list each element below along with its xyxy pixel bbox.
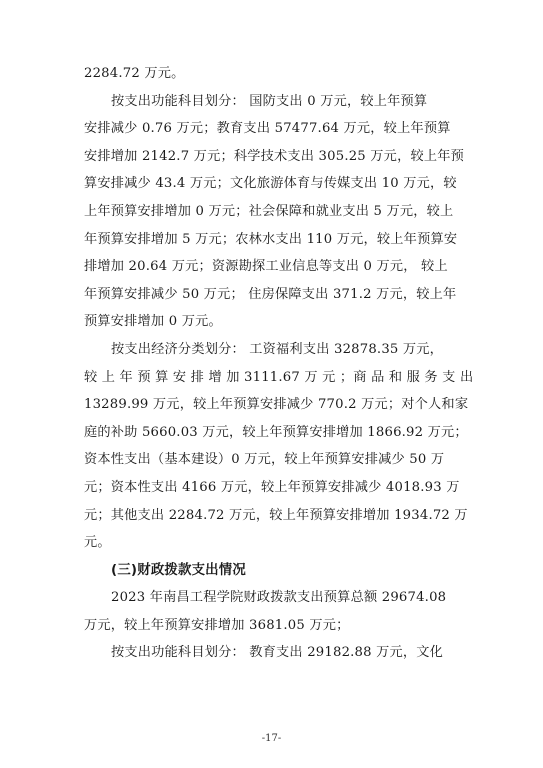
text-line: 较 上 年 预 算 安 排 增 加 3111.67 万 元 ；商 品 和 服 务 支 出 [84, 369, 474, 385]
text-line: 预算安排增加 0 万元。 [84, 314, 222, 330]
text-line: 上年预算安排增加 0 万元；社会保障和就业支出 5 万元，较上 [84, 203, 454, 219]
text-line: 按支出功能科目划分： 国防支出 0 万元，较上年预算 [111, 93, 428, 109]
text-line: 元。 [84, 535, 111, 551]
text-line: 2023 年南昌工程学院财政拨款支出预算总额 29674.08 [111, 590, 447, 606]
text-line: 安排增加 2142.7 万元；科学技术支出 305.25 万元，较上年预 [84, 148, 465, 164]
paragraph-block-2 [84, 584, 464, 667]
text-line: 万元，较上年预算安排增加 3681.05 万元； [84, 617, 350, 633]
text-line: 年预算安排减少 50 万元； 住房保障支出 371.2 万元，较上年 [84, 286, 457, 302]
text-line: 2284.72 万元。 [84, 66, 185, 81]
text-line: 13289.99 万元，较上年预算安排减少 770.2 万元；对个人和家 [84, 397, 469, 413]
section-heading: (三)财政拨款支出情况 [111, 562, 246, 578]
text-line: 按支出经济分类划分： 工资福利支出 32878.35 万元， [111, 341, 444, 357]
text-line: 算安排减少 43.4 万元；文化旅游体育与传媒支出 10 万元，较 [84, 176, 457, 192]
text-line: 按支出功能科目划分： 教育支出 29182.88 万元，文化 [111, 645, 444, 661]
text-line: 安排减少 0.76 万元；教育支出 57477.64 万元，较上年预算 [84, 121, 451, 137]
text-line: 资本性支出（基本建设）0 万元，较上年预算安排减少 50 万 [84, 452, 445, 468]
paragraph-block [84, 60, 474, 557]
text-line: 元；其他支出 2284.72 万元，较上年预算安排增加 1934.72 万 [84, 507, 468, 523]
text-line: 排增加 20.64 万元；资源勘探工业信息等支出 0 万元， 较上 [84, 259, 448, 275]
text-line: 年预算安排增加 5 万元；农林水支出 110 万元，较上年预算安 [84, 231, 458, 247]
text-line: 元；资本性支出 4166 万元，较上年预算安排减少 4018.93 万 [84, 479, 460, 495]
page-number: -17- [261, 733, 282, 744]
text-line: 庭的补助 5660.03 万元，较上年预算安排增加 1866.92 万元； [84, 424, 468, 440]
document-body [84, 60, 474, 667]
